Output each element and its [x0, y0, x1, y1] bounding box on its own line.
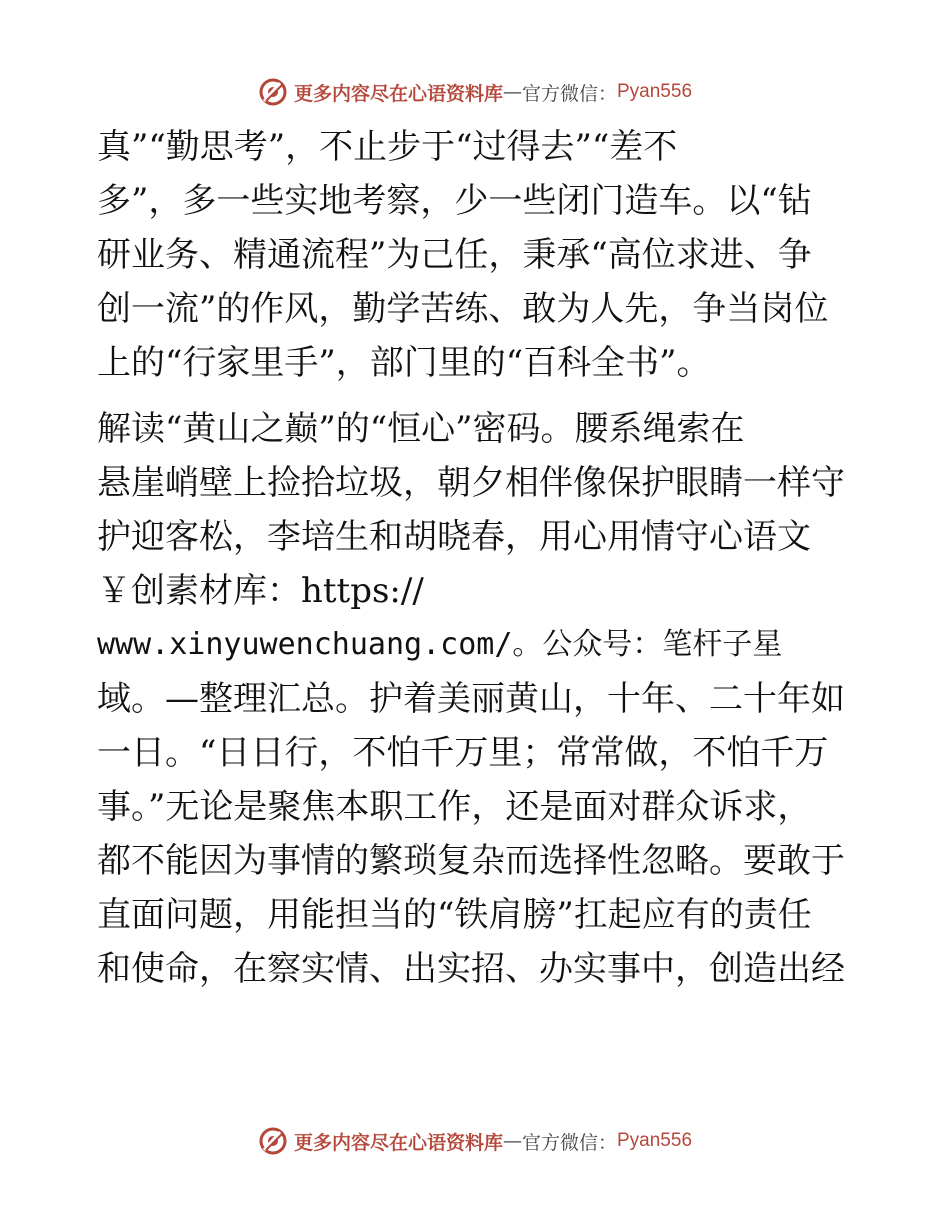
document-body — [97, 120, 857, 996]
footer-wechat-id: Pyan556 — [617, 1130, 693, 1151]
header-banner — [0, 72, 950, 112]
text-line: 解读“黄山之巅”的“恒心”密码。腰系绳索在 — [97, 409, 745, 449]
footer-dash: — — [502, 1130, 522, 1152]
text-line: 创一流”的作风，勤学苦练、敢为人先，争当岗位 — [97, 289, 829, 329]
footer-wechat-label: 官方微信： — [521, 1131, 617, 1154]
paragraph-1 — [97, 120, 857, 390]
header-wechat-id: Pyan556 — [617, 81, 693, 102]
text-line: 一日。“日日行，不怕千万里；常常做，不怕千万 — [97, 733, 829, 773]
text-line: 都不能因为事情的繁琐复杂而选择性忽略。要敢于 — [97, 841, 845, 881]
text-line: 直面问题，用能担当的“铁肩膀”扛起应有的责任 — [97, 895, 812, 935]
paragraph-gap — [97, 390, 857, 402]
brand-logo-icon — [258, 77, 288, 107]
text-line: 和使命，在察实情、出实招、办实事中，创造出经 — [97, 949, 845, 989]
header-dash: — — [502, 81, 522, 103]
text-line: 域。—整理汇总。护着美丽黄山，十年、二十年如 — [97, 679, 845, 719]
header-wechat-label: 官方微信： — [521, 82, 617, 105]
text-line: 多”，多一些实地考察，少一些闭门造车。以“钻 — [97, 181, 812, 221]
header-brand-text: 更多内容尽在心语资料库 — [293, 82, 503, 105]
footer-brand-text: 更多内容尽在心语资料库 — [293, 1131, 503, 1154]
text-line: 真”“勤思考”，不止步于“过得去”“差不 — [97, 127, 678, 167]
text-line: 事。”无论是聚焦本职工作，还是面对群众诉求， — [97, 787, 812, 827]
paragraph-2 — [97, 402, 857, 996]
brand-logo-icon — [258, 1126, 288, 1156]
text-line: 悬崖峭壁上捡拾垃圾，朝夕相伴像保护眼睛一样守 — [97, 463, 845, 503]
text-line-url: www.xinyuwenchuang.com/。公众号：笔杆子星 — [97, 627, 783, 662]
footer-banner — [0, 1121, 950, 1161]
text-line: 上的“行家里手”，部门里的“百科全书”。 — [97, 343, 711, 383]
text-line: 研业务、精通流程”为己任，秉承“高位求进、争 — [97, 235, 812, 275]
text-line: ￥创素材库：https:// — [97, 571, 424, 611]
text-line: 护迎客松，李培生和胡晓春，用心用情守心语文 — [97, 517, 811, 557]
